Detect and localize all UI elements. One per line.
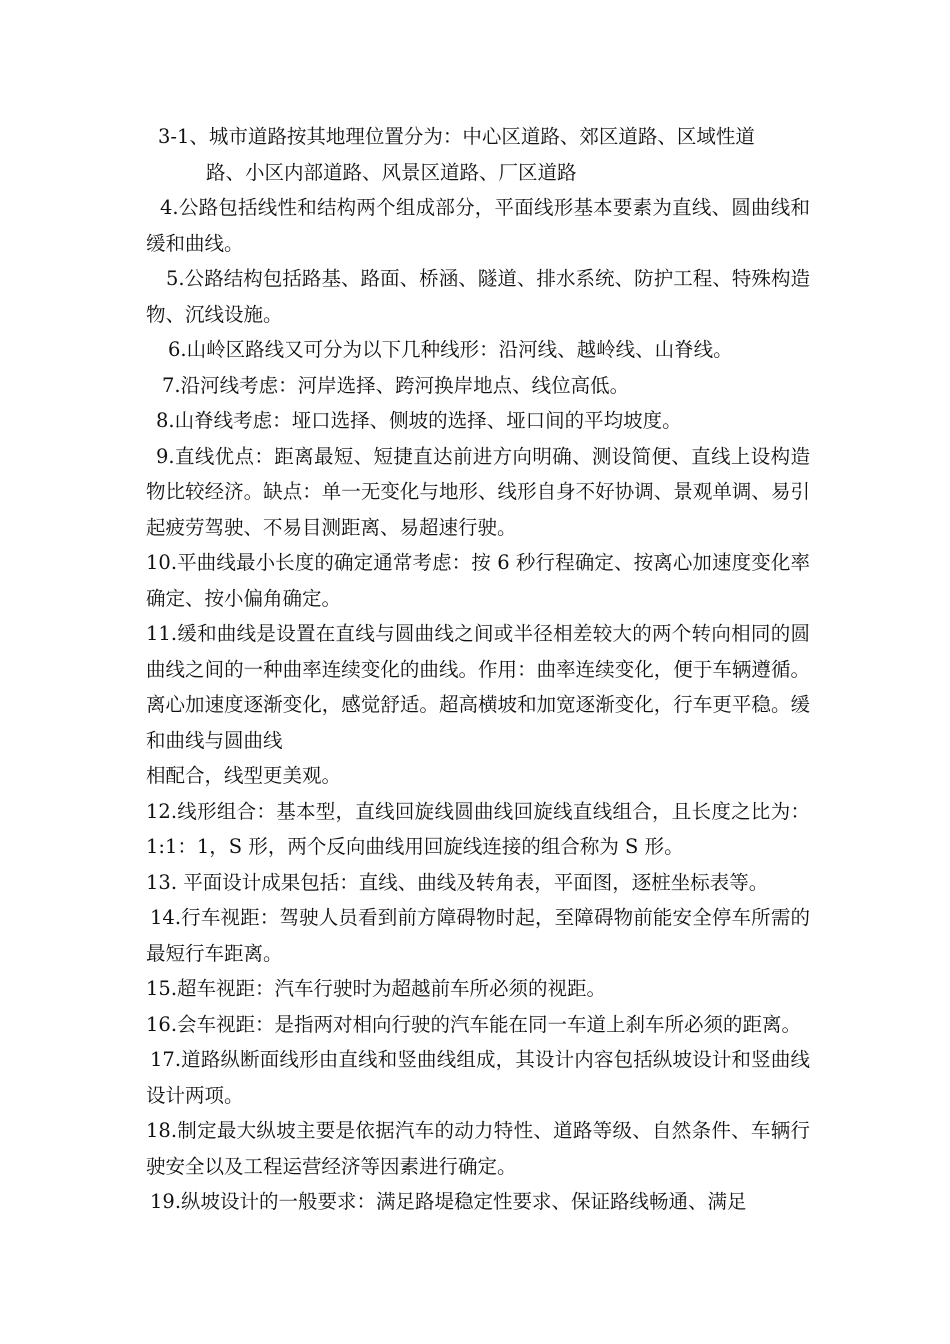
paragraph-8: 8.山脊线考虑：垭口选择、侧坡的选择、垭口间的平均坡度。 (156, 409, 682, 432)
paragraph-3-1 (146, 119, 810, 155)
paragraph-6: 6.山岭区路线又可分为以下几种线形：沿河线、越岭线、山脊线。 (168, 338, 733, 361)
paragraph-13: 13. 平面设计成果包括：直线、曲线及转角表，平面图，逐桩坐标表等。 (146, 870, 769, 894)
document-body (146, 119, 810, 1220)
paragraph-11-tail: 相配合，线型更美观。 (146, 764, 342, 787)
paragraph-16: 16.会车视距：是指两对相向行驶的汽车能在同一车道上刹车所必须的距离。 (146, 1012, 802, 1036)
paragraph-11: 11.缓和曲线是设置在直线与圆曲线之间或半径相差较大的两个转向相同的圆曲线之间的一种曲率连续变化的曲线。作用：曲率连续变化，便于车辆遵循。离心加速度逐渐变化，感觉舒适。超高横坡和加宽逐渐变化，行车更平稳。缓和曲线与圆曲线 (146, 622, 810, 752)
paragraph-18: 18.制定最大纵坡主要是依据汽车的动力特性、道路等级、自然条件、车辆行驶安全以及工程运营经济等因素进行确定。 (146, 1119, 810, 1178)
paragraph-15: 15.超车视距：汽车行驶时为超越前车所必须的视距。 (146, 977, 607, 1000)
paragraph-3-1-line1: 3-1、城市道路按其地理位置分为：中心区道路、郊区道路、区域性道 (158, 125, 755, 148)
paragraph-3-1-line2: 路、小区内部道路、风景区道路、厂区道路 (206, 160, 577, 184)
paragraph-3-1-continuation (146, 155, 810, 191)
paragraph-4: 4.公路包括线性和结构两个组成部分，平面线形基本要素为直线、圆曲线和缓和曲线。 (146, 196, 810, 255)
paragraph-14: 14.行车视距：驾驶人员看到前方障碍物时起，至障碍物前能安全停车所需的最短行车距离。 (146, 906, 810, 965)
paragraph-19: 19.纵坡设计的一般要求：满足路堤稳定性要求、保证路线畅通、满足 (150, 1190, 747, 1213)
paragraph-17: 17.道路纵断面线形由直线和竖曲线组成，其设计内容包括纵坡设计和竖曲线设计两项。 (146, 1048, 810, 1107)
paragraph-12: 12.线形组合：基本型，直线回旋线圆曲线回旋线直线组合，且长度之比为：1:1：1，S 形，两个反向曲线用回旋线连接的组合称为 S 形。 (146, 799, 810, 858)
paragraph-7: 7.沿河线考虑：河岸选择、跨河换岸地点、线位高低。 (162, 373, 630, 397)
paragraph-10: 10.平曲线最小长度的确定通常考虑：按 6 秒行程确定、按离心加速度变化率确定、按小偏角确定。 (146, 551, 810, 610)
paragraph-5: 5.公路结构包括路基、路面、桥涵、隧道、排水系统、防护工程、特殊构造物、沉线设施。 (146, 267, 810, 326)
paragraph-9: 9.直线优点：距离最短、短捷直达前进方向明确、测设简便、直线上设构造物比较经济。缺点：单一无变化与地形、线形自身不好协调、景观单调、易引起疲劳驾驶、不易目测距离、易超速行驶。 (146, 444, 810, 539)
